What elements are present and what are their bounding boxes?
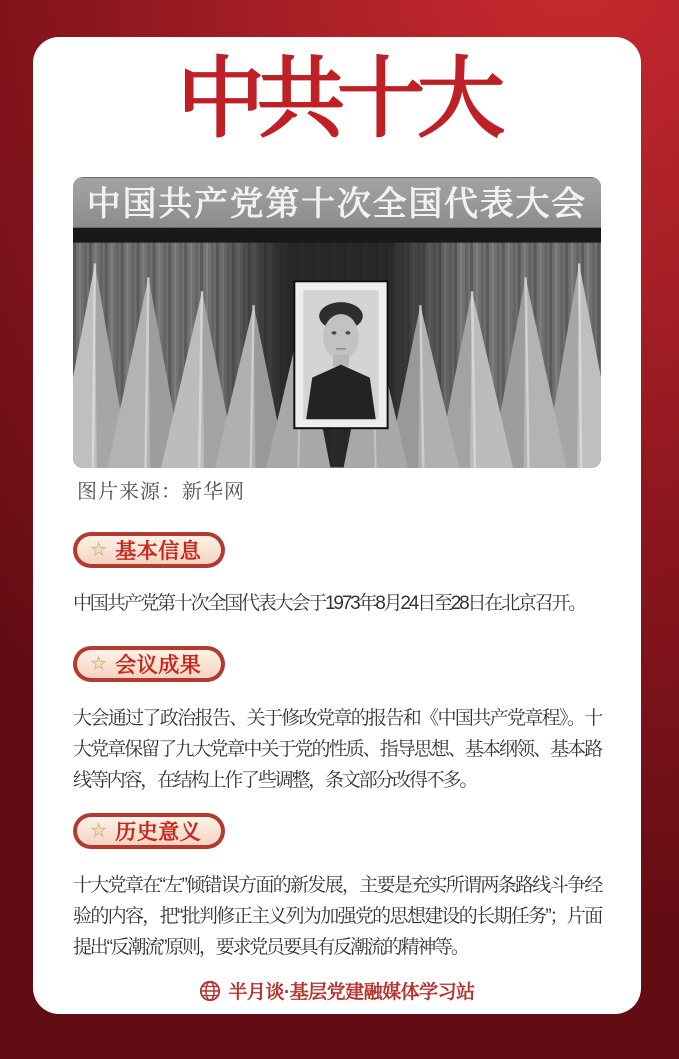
badge-label-basic-info: 基本信息 — [115, 540, 202, 563]
footer-brand-text: 半月谈·基层党建融媒体学习站 — [228, 982, 475, 1003]
section-historical-significance — [73, 796, 601, 963]
congress-photo-illustration — [73, 177, 601, 468]
badge-inner — [77, 536, 221, 564]
content-card — [33, 37, 641, 1014]
badge-inner — [77, 650, 221, 678]
footer-brand-row — [73, 977, 601, 1004]
mao-portrait — [293, 280, 388, 429]
badge-label-historical-significance: 历史意义 — [115, 821, 202, 844]
star-icon: ★ — [91, 821, 107, 840]
badge-basic-info — [73, 532, 225, 568]
badge-historical-significance — [73, 813, 225, 849]
badge-meeting-results — [73, 646, 225, 682]
page-title: 中共十大 — [176, 49, 497, 148]
star-icon: ★ — [91, 654, 107, 673]
star-icon: ★ — [91, 540, 107, 559]
section-meeting-results — [73, 619, 601, 796]
badge-inner — [77, 817, 221, 845]
section-body-historical-significance: 十大党章在“左”倾错误方面的新发展，主要是充实所谓两条路线斗争经验的内容，把“批判修正主义列为加强党的思想建设的长期任务”；片面提出“反潮流”原则，要求党员要具有反潮流的精神等。 — [73, 875, 601, 958]
congress-photo — [73, 177, 601, 468]
photo-banner — [73, 178, 601, 243]
section-basic-info — [73, 504, 601, 619]
badge-label-meeting-results: 会议成果 — [115, 654, 202, 677]
section-body-meeting-results: 大会通过了政治报告、关于修改党章的报告和《中国共产党章程》。十大党章保留了九大党章中关于党的性质、指导思想、基本纲领、基本路线等内容，在结构上作了些调整，条文部分改得不多。 — [73, 708, 601, 791]
section-body-basic-info: 中国共产党第十次全国代表大会于1973年8月24日至28日在北京召开。 — [73, 593, 586, 614]
photo-caption: 图片来源：新华网 — [77, 481, 245, 503]
globe-icon — [199, 980, 221, 1002]
banner-text: 中国共产党第十次全国代表大会 — [86, 184, 588, 223]
